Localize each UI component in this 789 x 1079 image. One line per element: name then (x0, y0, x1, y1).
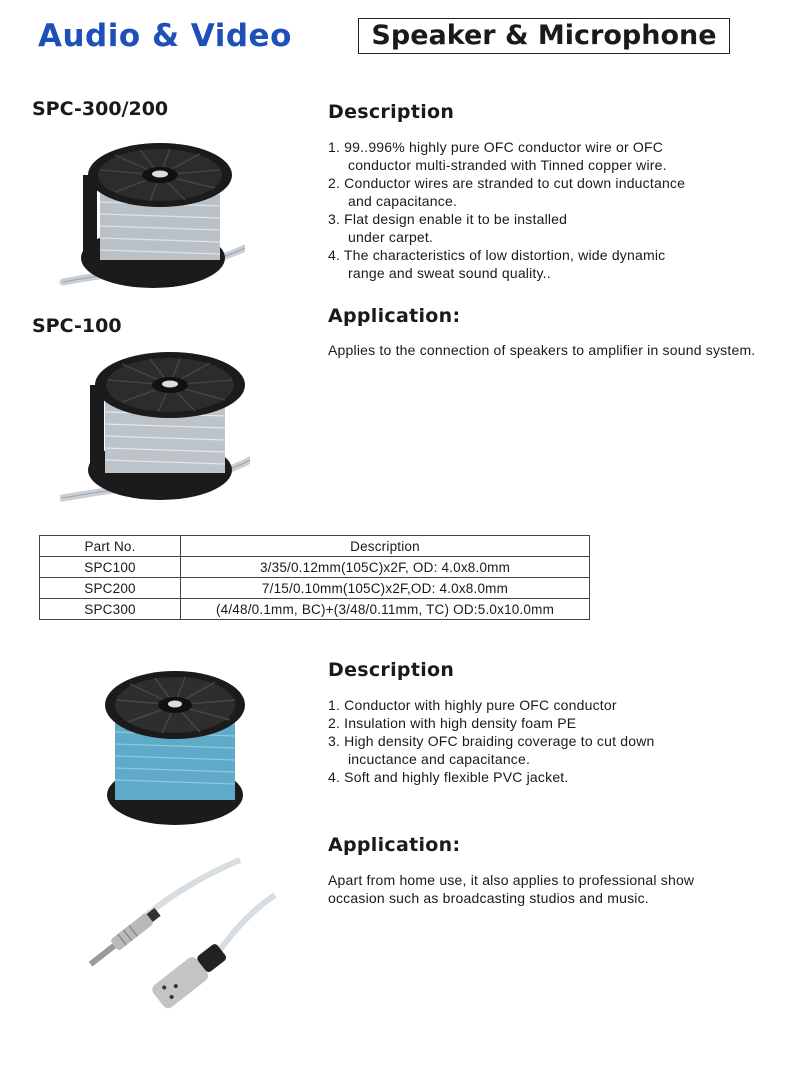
description-list-1 (328, 138, 768, 282)
list-item: 1. Conductor with highly pure OFC conductor (328, 697, 617, 713)
table-row (40, 599, 590, 620)
description-heading-1: Description (328, 101, 455, 123)
application-heading-1: Application: (328, 305, 461, 327)
list-item: 4. The characteristics of low distortion, wide dynamic range and sweat sound quality.. (328, 247, 666, 281)
application-heading-2: Application: (328, 834, 461, 856)
model-label-spc300-200: SPC-300/200 (32, 98, 169, 120)
brand-title: Audio & Video (38, 18, 292, 54)
model-label-spc100: SPC-100 (32, 315, 122, 337)
section-title: Speaker & Microphone (358, 18, 730, 54)
table-header-part-no: Part No. (40, 536, 181, 557)
list-item: 2. Insulation with high density foam PE (328, 715, 577, 731)
microphone-cable-connector-image (80, 855, 280, 1015)
list-item: 1. 99..996% highly pure OFC conductor wire or OFC conductor multi-stranded with Tinned copper wire. (328, 139, 667, 173)
list-item: 4. Soft and highly flexible PVC jacket. (328, 769, 569, 785)
spec-table (39, 535, 590, 620)
table-row (40, 578, 590, 599)
cable-spool-image-spc300-200 (55, 130, 245, 295)
table-cell: SPC200 (40, 578, 181, 599)
table-header-description: Description (181, 536, 590, 557)
table-cell: (4/48/0.1mm, BC)+(3/48/0.11mm, TC) OD:5.0x10.0mm (181, 599, 590, 620)
application-text-line: occasion such as broadcasting studios and music. (328, 890, 649, 906)
application-text-2 (328, 871, 778, 907)
table-cell: 3/35/0.12mm(105C)x2F, OD: 4.0x8.0mm (181, 557, 590, 578)
table-row (40, 557, 590, 578)
description-list-2 (328, 696, 768, 786)
list-item: 3. Flat design enable it to be installed under carpet. (328, 211, 568, 245)
blue-cable-spool-image (100, 660, 250, 830)
list-item: 2. Conductor wires are stranded to cut down inductance and capacitance. (328, 175, 686, 209)
application-text-1: Applies to the connection of speakers to amplifier in sound system. (328, 342, 756, 358)
table-cell: SPC100 (40, 557, 181, 578)
application-text-line: Apart from home use, it also applies to professional show (328, 872, 695, 888)
description-heading-2: Description (328, 659, 455, 681)
table-cell: 7/15/0.10mm(105C)x2F,OD: 4.0x8.0mm (181, 578, 590, 599)
table-header-row (40, 536, 590, 557)
table-cell: SPC300 (40, 599, 181, 620)
list-item: 3. High density OFC braiding coverage to cut down incuctance and capacitance. (328, 733, 655, 767)
cable-spool-image-spc100 (60, 340, 250, 505)
